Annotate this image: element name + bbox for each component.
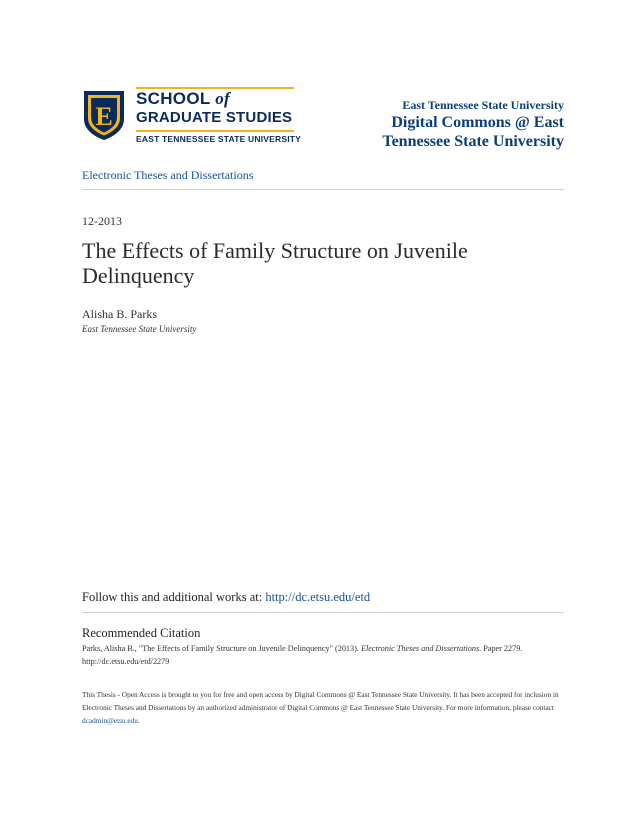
brand-repository-line2: Tennessee State University [382, 133, 564, 150]
brand-university: East Tennessee State University [402, 98, 564, 112]
school-of-graduate-studies-logo[interactable] [82, 87, 302, 151]
cover-header [82, 87, 564, 157]
contact-email-link[interactable]: dcadmin@etsu.edu [82, 716, 138, 725]
recommended-citation-heading: Recommended Citation [82, 626, 201, 640]
logo-school-text: SCHOOL of [136, 89, 231, 108]
collection-link[interactable]: Electronic Theses and Dissertations [82, 168, 254, 182]
follow-url-link[interactable]: http://dc.etsu.edu/etd [265, 590, 371, 604]
rights-statement: This Thesis - Open Access is brought to you for free and open access by Digital Commons @ East Tennessee State University. It has been accepted for inclusion in Electronic Theses and Dissertations by an authorized administrator of Digital Commons @ East Tennessee State University. For more information, please contact dcadmin@etsu.edu. [82, 690, 559, 725]
logo-graduate-studies-text: GRADUATE STUDIES [136, 109, 293, 126]
logo-university-text: EAST TENNESSEE STATE UNIVERSITY [136, 134, 302, 144]
author-name[interactable]: Alisha B. Parks [82, 307, 157, 321]
recommended-citation-text: Parks, Alisha B., "The Effects of Family Structure on Juvenile Delinquency" (2013). Electronic Theses and Dissertations. Paper 2279. http://dc.etsu.edu/etd/2279 [82, 644, 523, 666]
shield-letter: E [95, 102, 113, 131]
document-title: The Effects of Family Structure on Juvenile Delinquency [82, 238, 468, 288]
author-affiliation: East Tennessee State University [82, 324, 197, 334]
publication-date: 12-2013 [82, 214, 122, 228]
follow-line [82, 590, 370, 605]
etsu-shield-icon [82, 89, 126, 141]
logo-of-text: of [215, 89, 231, 108]
citation-journal: Electronic Theses and Dissertations [360, 644, 480, 653]
divider [82, 612, 564, 613]
repository-brand[interactable] [382, 97, 564, 151]
brand-repository-line1: Digital Commons @ East [391, 114, 564, 131]
logo-gold-rule-mid [136, 130, 294, 132]
follow-label: Follow this and additional works at: [82, 590, 263, 604]
citation-url[interactable]: http://dc.etsu.edu/etd/2279 [82, 657, 170, 666]
divider [82, 189, 564, 190]
